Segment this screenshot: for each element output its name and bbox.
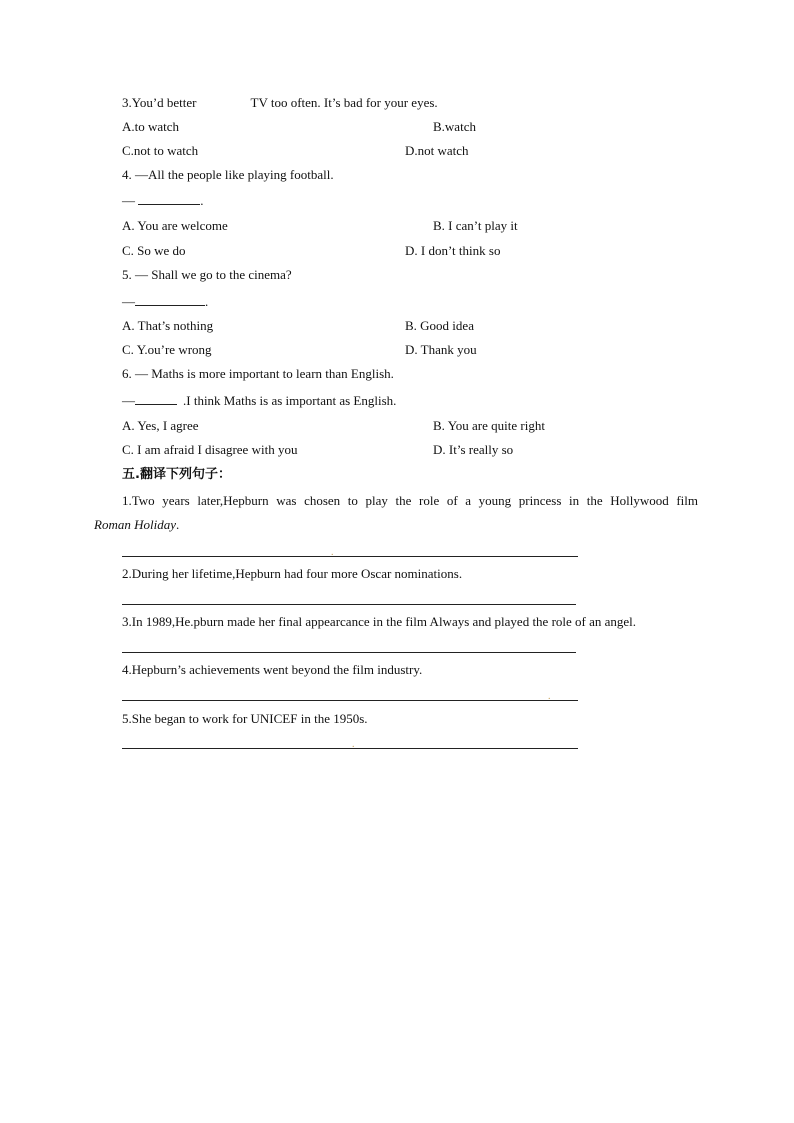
question-3-option-c[interactable]: C.not to watch [122,143,199,158]
question-6-reply [122,392,396,409]
translation-1-answer-line[interactable] [122,556,578,557]
question-5-stem: 5. — Shall we go to the cinema? [122,267,292,282]
question-5-option-c[interactable]: C. Y.ou’re wrong [122,342,212,357]
question-5-option-a[interactable]: A. That’s nothing [122,318,214,333]
reply-dash: — [122,294,135,309]
question-6-option-a[interactable]: A. Yes, I agree [122,418,199,433]
film-title: Roman Holiday [94,517,176,532]
question-3-option-a[interactable]: A.to watch [122,119,180,134]
question-6-option-d[interactable]: D. It’s really so [433,442,514,457]
reply-end: . [205,294,209,309]
translation-3-answer-line[interactable] [122,652,576,653]
question-4-reply [122,192,204,209]
answer-blank[interactable] [135,293,205,306]
mark-dot: . [352,739,355,750]
question-3-option-b[interactable]: B.watch [433,119,476,134]
question-4-option-a[interactable]: A. You are welcome [122,218,228,233]
reply-end: . [200,193,204,208]
answer-blank[interactable] [135,392,177,405]
mark-dot: . [331,547,334,558]
question-4-option-d[interactable]: D. I don’t think so [405,243,501,258]
translation-2-answer-line[interactable] [122,604,576,605]
question-4-option-b[interactable]: B. I can’t play it [433,218,518,233]
mark-dot: . [548,691,551,702]
question-6-stem: 6. — Maths is more important to learn than English. [122,366,394,381]
answer-blank[interactable] [138,192,200,205]
question-3-option-d[interactable]: D.not watch [405,143,469,158]
translation-4-text: 4.Hepburn’s achievements went beyond the film industry. [122,662,423,677]
translation-5-text: 5.She began to work for UNICEF in the 1950s. [122,711,368,726]
reply-dash: — [122,393,135,408]
translation-5-answer-line[interactable] [122,748,578,749]
question-6-option-c[interactable]: C. I am afraid I disagree with you [122,442,298,457]
sentence-end: . [175,517,180,532]
reply-dash: — [122,193,135,208]
translation-2-text: 2.During her lifetime,Hepburn had four more Oscar nominations. [122,566,463,581]
translation-1-text: 1.Two years later,Hepburn was chosen to play the role of a young princess in the Hollywood film [122,493,698,508]
question-5-option-b[interactable]: B. Good idea [405,318,474,333]
question-4-stem: 4. —All the people like playing football. [122,167,334,182]
translation-3-text: 3.In 1989,He.pburn made her final appearcance in the film Always and played the role of an angel. [122,614,637,629]
question-5-option-d[interactable]: D. Thank you [405,342,477,357]
question-5-reply [122,293,208,310]
question-3-stem [122,95,438,111]
question-3-stem-start: 3.You’d better [122,95,197,110]
section-title: 五.翻译下列句子： [122,467,231,482]
translation-1-text-continued [94,517,179,533]
question-6-option-b[interactable]: B. You are quite right [433,418,545,433]
question-4-option-c[interactable]: C. So we do [122,243,186,258]
translation-4-answer-line[interactable] [122,700,578,701]
reply-end: .I think Maths is as important as English. [183,393,397,408]
question-3-stem-end: TV too often. It’s bad for your eyes. [250,95,438,110]
